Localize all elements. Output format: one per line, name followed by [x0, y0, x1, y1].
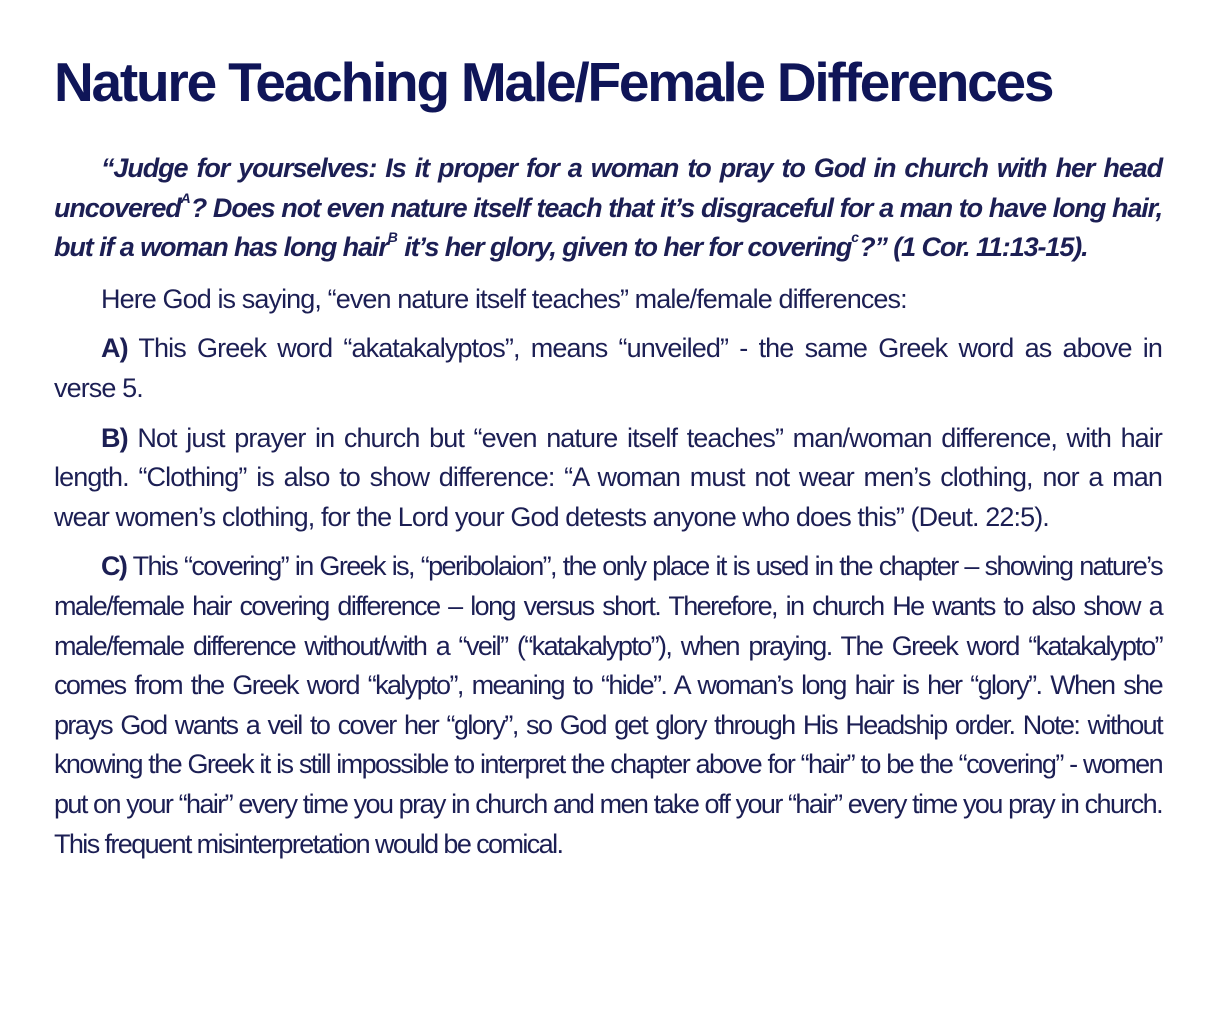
note-b: [54, 419, 1162, 538]
page-title: Nature Teaching Male/Female Differences: [54, 51, 1053, 113]
slide-body: [54, 149, 1162, 874]
footnote-marker-a: A: [180, 189, 191, 206]
intro-paragraph: Here God is saying, “even nature itself teaches” male/female differences:: [101, 283, 907, 314]
note-label: A): [101, 333, 128, 364]
scripture-quote: [54, 149, 1162, 268]
note-c: [54, 547, 1162, 864]
quote-text-3: it’s her glory, given to her for covering: [397, 232, 852, 263]
quote-text-2: ? Does not even nature itself teach that it’s disgraceful for a man to have long hair, but if a woman has long hair: [54, 192, 1162, 263]
footnote-marker-c: c: [851, 229, 860, 246]
note-label: B): [101, 422, 128, 453]
footnote-marker-b: B: [387, 229, 398, 246]
note-text: This Greek word “akatakalyptos”, means “unveiled” - the same Greek word as above in verse 5.: [54, 333, 1162, 403]
note-a: [54, 329, 1162, 408]
note-text: Not just prayer in church but “even nature itself teaches” man/woman difference, with hair length. “Clothing” is also to show difference: “A woman must not wear men’s clothing, nor a man wear women’s clothing, for the Lord your God detests anyone who does this” (Deut. 22:5).: [54, 422, 1162, 532]
quote-text-4: ?” (1 Cor. 11:13-15).: [859, 232, 1088, 263]
note-text: This “covering” in Greek is, “peribolaion”, the only place it is used in the chapter – showing nature’s male/female hair covering difference – long versus short. Therefore, in church He wants to also show a male/female difference without/with a “veil” (“katakalypto”), when praying. The Greek word “katakalypto” comes from the Greek word “kalypto”, meaning to “hide”. A woman’s long hair is her “glory”. When she prays God wants a veil to cover her “glory”, so God get glory through His Headship order. Note: without knowing the Greek it is still impossible to interpret the chapter above for “hair” to be the “covering” - women put on your “hair” every time you pray in church and men take off your “hair” every time you pray in church. This frequent misinterpretation would be comical.: [54, 551, 1162, 859]
quote-text-1: “Judge for yourselves: Is it proper for a woman to pray to God in church with her head uncovered: [54, 153, 1162, 223]
note-label: C): [101, 551, 127, 582]
